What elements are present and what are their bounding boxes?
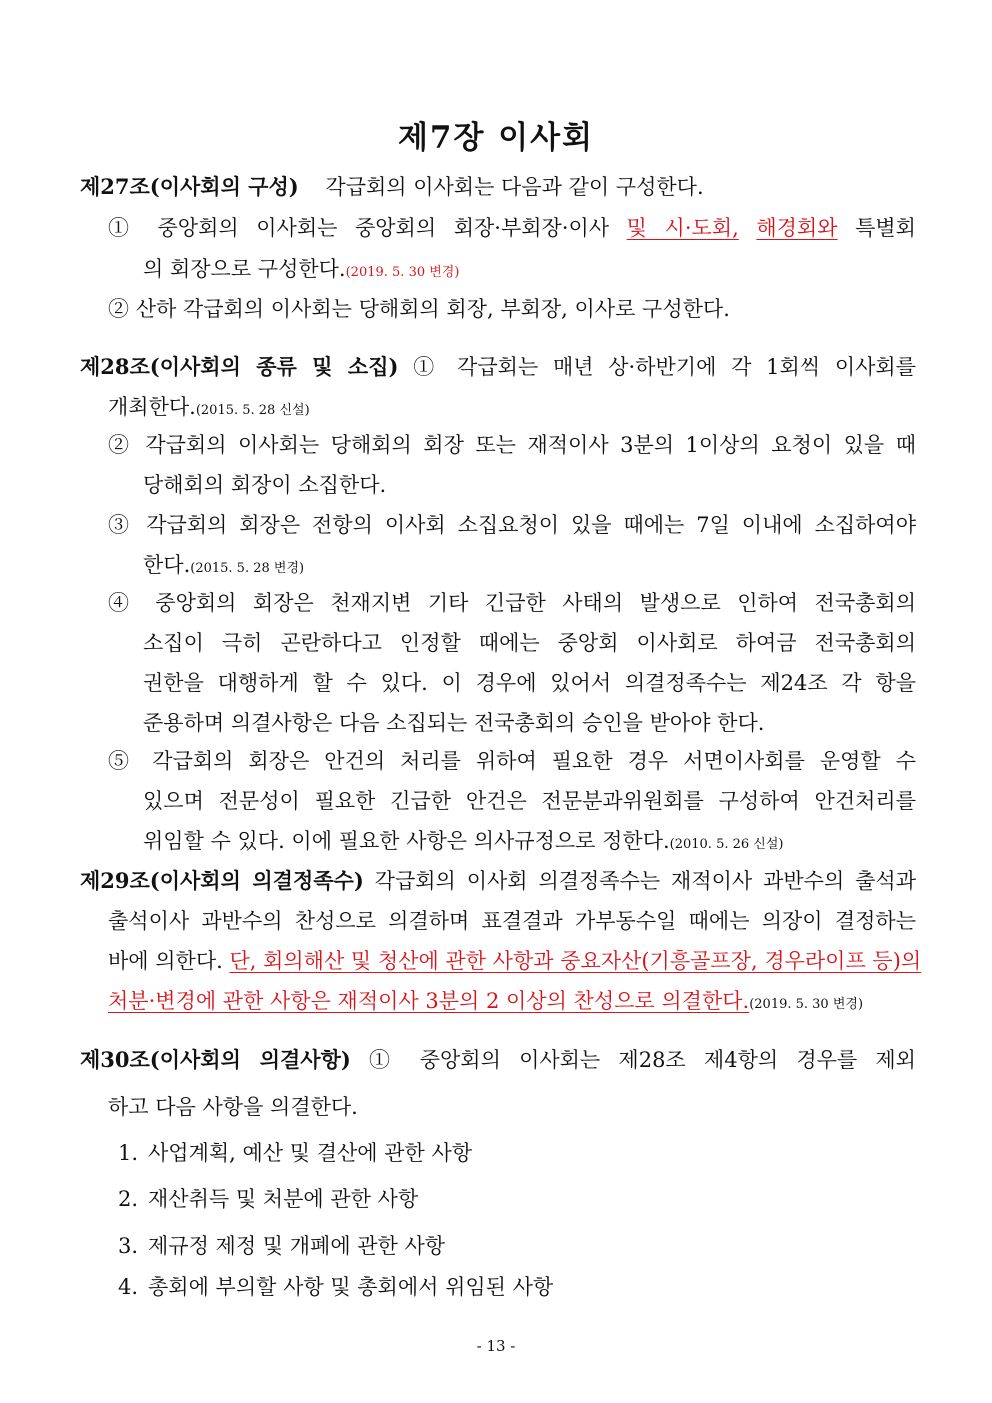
article-27-intro: 각급회의 이사회는 다음과 같이 구성한다. (325, 175, 704, 199)
article-28-para-3-line-1 (108, 510, 916, 540)
article-27-heading: 제27조(이사회의 구성) (80, 174, 299, 199)
article-27-para-1-text-2: 의 회장으로 구성한다. (143, 257, 346, 281)
article-28-para-3-line-2 (143, 550, 304, 584)
amendment-note: (2010. 5. 26 신설) (669, 837, 784, 852)
amendment-note: (2015. 5. 28 신설) (195, 403, 310, 418)
article-30-line-1 (80, 1045, 916, 1075)
article-28-para-2-line-1 (108, 430, 916, 460)
article-28-para-3-text-2: 한다. (143, 553, 191, 577)
article-28-line-1 (80, 352, 916, 382)
article-28-para-5-line-2: 있으며 전문성이 필요한 긴급한 안건은 전문분과위원회를 구성하여 안건처리를 (143, 789, 916, 813)
chapter-title: 제7장 이사회 (397, 120, 595, 156)
article-30-para-1-line-2: 하고 다음 사항을 의결한다. (108, 1095, 358, 1119)
list-item (118, 1184, 418, 1214)
article-27-para-1-line-2 (143, 254, 459, 288)
article-29-line-1 (80, 866, 916, 896)
para-marker: ② (108, 433, 134, 457)
article-27-para-1-tail: 특별회 (855, 216, 916, 240)
article-28-para-4-text: 중앙회의 회장은 천재지변 기타 긴급한 사태의 발생으로 인하여 전국총회의 (155, 591, 916, 615)
para-marker: ① (413, 355, 443, 379)
article-28-para-4-line-3: 권한을 대행하게 할 수 있다. 이 경우에 있어서 의결정족수는 제24조 각 항을 (143, 671, 916, 695)
para-marker: ② (108, 297, 129, 321)
amendment-note: (2019. 5. 30 변경) (345, 265, 460, 280)
article-27-para-2 (108, 294, 730, 324)
para-marker: ① (108, 216, 140, 240)
article-28-para-4-line-2: 소집이 극히 곤란하다고 인정할 때에는 중앙회 이사회로 하여금 전국총회의 (143, 631, 916, 655)
article-28-para-2-text: 각급회의 이사회는 당해회의 회장 또는 재적이사 3분의 1이상의 요청이 있을 때 (145, 433, 917, 457)
para-marker: ⑤ (108, 749, 138, 773)
article-27-para-1-text: 중앙회의 이사회는 중앙회의 회장·부회장·이사 (157, 216, 610, 240)
amendment-text: 처분·변경에 관한 사항은 재적이사 3분의 2 이상의 찬성으로 의결한다. (108, 989, 750, 1013)
article-28-para-3-text: 각급회의 회장은 전항의 이사회 소집요청이 있을 때에는 7일 이내에 소집하여야 (146, 513, 916, 537)
article-29-text-3: 바에 의한다. (108, 949, 223, 973)
article-28-para-5-text: 각급회의 회장은 안건의 처리를 위하여 필요한 경우 서면이사회를 운영할 수 (152, 749, 916, 773)
list-item (118, 1138, 472, 1168)
article-30-para-1-text: 중앙회의 이사회는 제28조 제4항의 경우를 제외 (419, 1048, 916, 1072)
article-27-line-1 (80, 172, 704, 202)
article-28-para-1-text: 각급회는 매년 상·하반기에 각 1회씩 이사회를 (457, 355, 917, 379)
amendment-text: 단, 회의해산 및 청산에 관한 사항과 중요자산(기흥골프장, 경우라이프 등)의 (229, 949, 922, 973)
article-29-heading: 제29조(이사회의 의결정족수) (80, 868, 364, 893)
article-27-para-1-line-1 (108, 213, 916, 243)
list-item-text: 재산취득 및 처분에 관한 사항 (148, 1187, 419, 1211)
amendment-note: (2015. 5. 28 변경) (190, 561, 305, 576)
amendment-text: 및 시·도회, (626, 216, 739, 240)
article-29-line-2: 출석이사 과반수의 찬성으로 의결하며 표결결과 가부동수일 때에는 의장이 결정하는 (108, 909, 916, 933)
article-28-para-4-line-4: 준용하며 의결사항은 다음 소집되는 전국총회의 승인을 받아야 한다. (143, 711, 765, 735)
article-30-heading: 제30조(이사회의 의결사항) (80, 1047, 351, 1072)
article-28-para-5-text-3: 위임할 수 있다. 이에 필요한 사항은 의사규정으로 정한다. (143, 829, 670, 853)
article-28-heading: 제28조(이사회의 종류 및 소집) (80, 354, 399, 379)
article-28-para-5-line-3 (143, 826, 783, 860)
list-item-number: 4. (118, 1275, 139, 1299)
article-28-para-4-line-1 (108, 588, 916, 618)
para-marker: ① (369, 1048, 402, 1072)
amendment-text: 해경회와 (756, 216, 838, 240)
article-28-para-1-line-2 (108, 392, 310, 426)
page-number: - 13 - (476, 1337, 516, 1355)
article-27-para-2-text: 산하 각급회의 이사회는 당해회의 회장, 부회장, 이사로 구성한다. (135, 297, 730, 321)
list-item-text: 사업계획, 예산 및 결산에 관한 사항 (148, 1141, 473, 1165)
list-item-number: 1. (118, 1141, 139, 1165)
article-28-para-2-line-2: 당해회의 회장이 소집한다. (143, 473, 387, 497)
amendment-note: (2019. 5. 30 변경) (749, 997, 864, 1012)
list-item (118, 1231, 445, 1261)
article-29-line-3 (108, 946, 922, 976)
article-29-line-4 (108, 986, 863, 1020)
article-29-text-1: 각급회의 이사회 의결정족수는 재적이사 과반수의 출석과 (374, 869, 916, 893)
para-marker: ③ (108, 513, 135, 537)
list-item (118, 1272, 553, 1302)
list-item-number: 3. (118, 1234, 139, 1258)
list-item-text: 총회에 부의할 사항 및 총회에서 위임된 사항 (148, 1275, 554, 1299)
article-28-para-1-text-2: 개최한다. (108, 395, 196, 419)
para-marker: ④ (108, 591, 139, 615)
list-item-number: 2. (118, 1187, 139, 1211)
article-28-para-5-line-1 (108, 746, 916, 776)
list-item-text: 제규정 제정 및 개폐에 관한 사항 (148, 1234, 446, 1258)
